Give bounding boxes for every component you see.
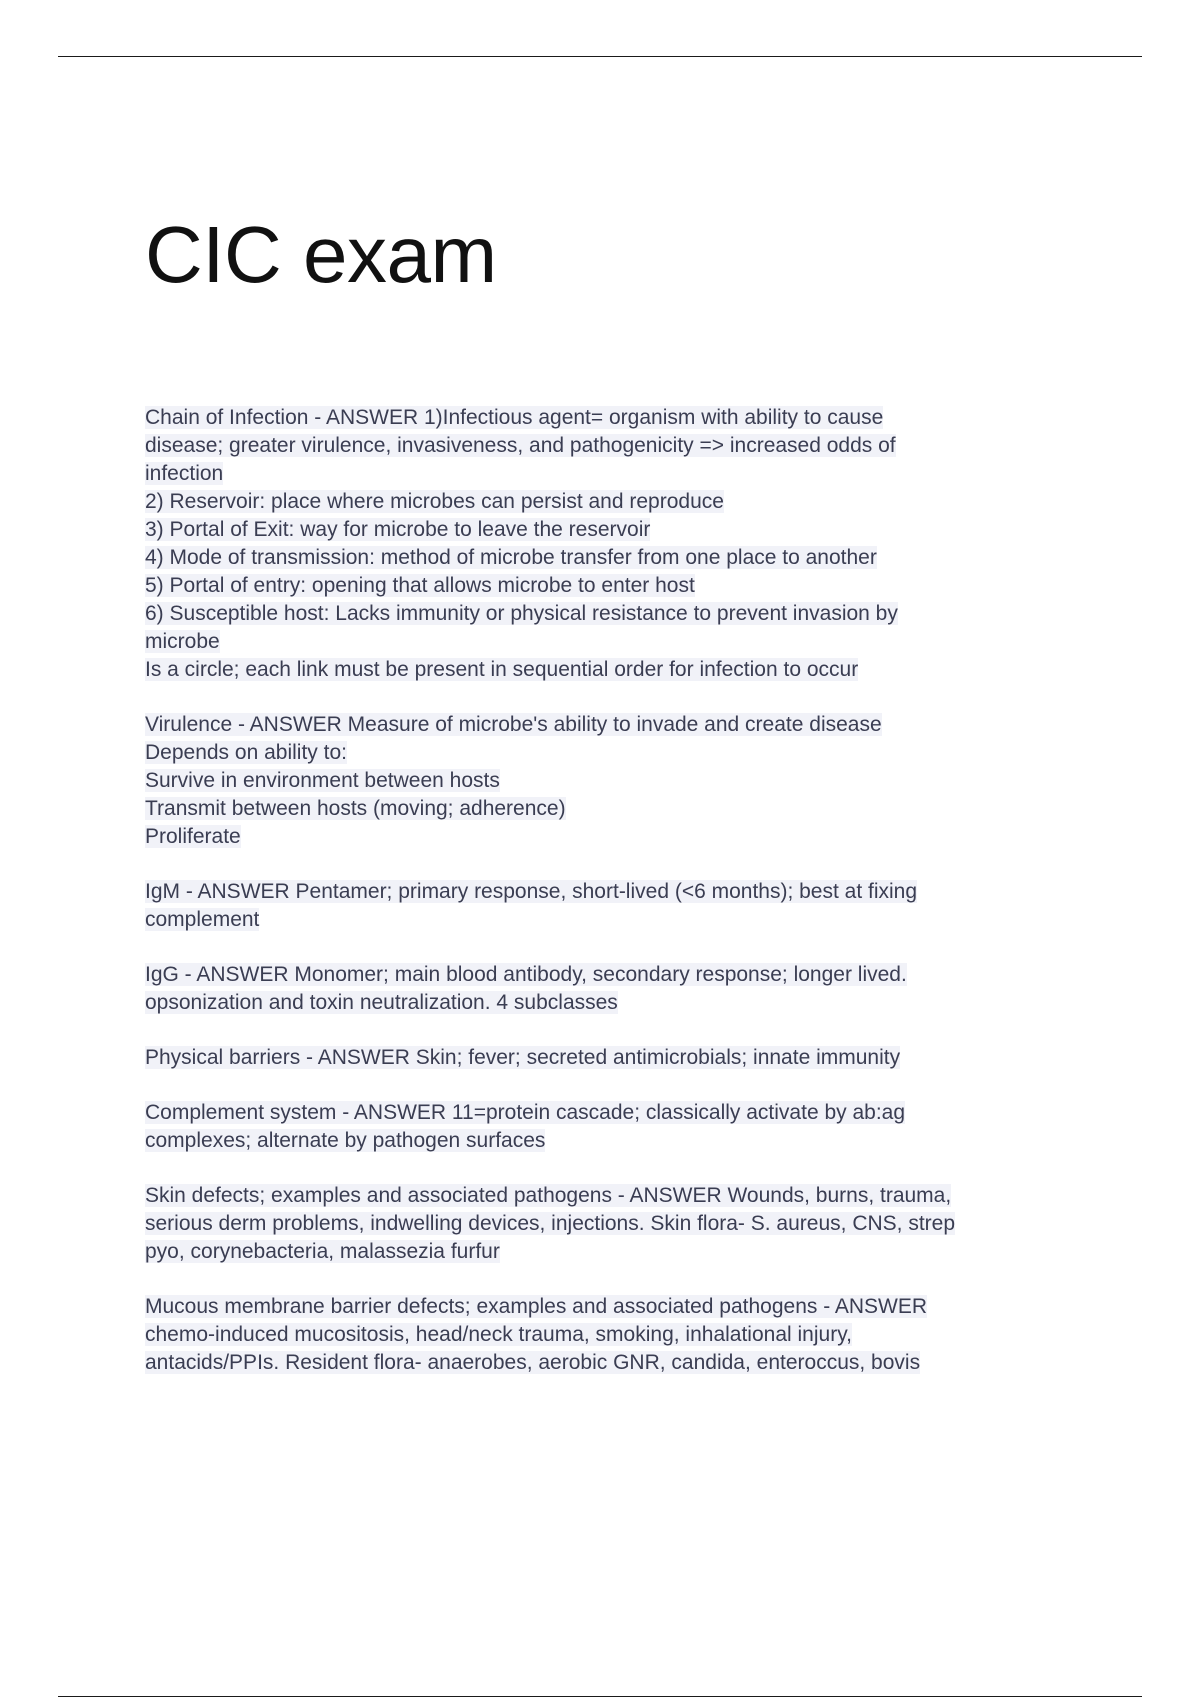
entry-line-text: Survive in environment between hosts <box>145 769 500 792</box>
entry-line <box>145 1044 1095 1072</box>
qa-entry <box>145 878 1095 934</box>
qa-entry <box>145 1182 1095 1266</box>
entry-line <box>145 795 1095 823</box>
entry-line <box>145 628 1095 656</box>
document-body <box>145 404 1095 1404</box>
entry-line <box>145 1321 1095 1349</box>
entry-line-text: disease; greater virulence, invasiveness, and pathogenicity => increased odds of <box>145 434 896 457</box>
entry-line-text: opsonization and toxin neutralization. 4 subclasses <box>145 991 618 1014</box>
entry-line-text: 3) Portal of Exit: way for microbe to leave the reservoir <box>145 518 651 541</box>
entry-line-text: pyo, corynebacteria, malassezia furfur <box>145 1240 500 1263</box>
entry-line <box>145 961 1095 989</box>
entry-line-text: Virulence - ANSWER Measure of microbe's ability to invade and create disease <box>145 713 882 736</box>
entry-line-text: antacids/PPIs. Resident flora- anaerobes, aerobic GNR, candida, enteroccus, bovis <box>145 1351 921 1374</box>
entry-line <box>145 1349 1095 1377</box>
entry-line-text: IgM - ANSWER Pentamer; primary response, short-lived (<6 months); best at fixing <box>145 880 918 903</box>
entry-line-text: Transmit between hosts (moving; adherence) <box>145 797 566 820</box>
entry-line <box>145 1238 1095 1266</box>
entry-line-text: Chain of Infection - ANSWER 1)Infectious agent= organism with ability to cause <box>145 406 884 429</box>
entry-line <box>145 711 1095 739</box>
entry-line <box>145 1293 1095 1321</box>
entry-line <box>145 516 1095 544</box>
entry-line <box>145 432 1095 460</box>
entry-line-text: microbe <box>145 630 220 653</box>
entry-line <box>145 739 1095 767</box>
entry-line <box>145 488 1095 516</box>
entry-line <box>145 572 1095 600</box>
qa-entry <box>145 1044 1095 1072</box>
entry-line-text: Proliferate <box>145 825 241 848</box>
entry-line-text: Is a circle; each link must be present in sequential order for infection to occur <box>145 658 859 681</box>
entry-line <box>145 404 1095 432</box>
entry-line-text: 2) Reservoir: place where microbes can persist and reproduce <box>145 490 724 513</box>
entry-line <box>145 656 1095 684</box>
entry-line-text: infection <box>145 462 224 485</box>
entry-line-text: 6) Susceptible host: Lacks immunity or physical resistance to prevent invasion by <box>145 602 898 625</box>
entry-line <box>145 767 1095 795</box>
entry-line <box>145 1182 1095 1210</box>
entry-line <box>145 600 1095 628</box>
entry-line <box>145 823 1095 851</box>
entry-line <box>145 906 1095 934</box>
entry-line <box>145 1210 1095 1238</box>
entry-line <box>145 1127 1095 1155</box>
entry-line-text: 5) Portal of entry: opening that allows microbe to enter host <box>145 574 695 597</box>
entry-line-text: Depends on ability to: <box>145 741 347 764</box>
entry-line <box>145 460 1095 488</box>
top-divider <box>58 56 1142 57</box>
entry-line-text: IgG - ANSWER Monomer; main blood antibody, secondary response; longer lived. <box>145 963 907 986</box>
entry-line <box>145 989 1095 1017</box>
entry-line <box>145 878 1095 906</box>
entry-line-text: serious derm problems, indwelling devices, injections. Skin flora- S. aureus, CNS, strep <box>145 1212 956 1235</box>
entry-line <box>145 544 1095 572</box>
entry-line-text: Skin defects; examples and associated pathogens - ANSWER Wounds, burns, trauma, <box>145 1184 952 1207</box>
entry-line <box>145 1099 1095 1127</box>
document-title: CIC exam <box>145 210 497 299</box>
bottom-divider <box>58 1696 1142 1697</box>
entry-line-text: Mucous membrane barrier defects; examples and associated pathogens - ANSWER <box>145 1295 928 1318</box>
entry-line-text: chemo-induced mucositosis, head/neck trauma, smoking, inhalational injury, <box>145 1323 852 1346</box>
entry-line-text: 4) Mode of transmission: method of microbe transfer from one place to another <box>145 546 877 569</box>
qa-entry <box>145 1293 1095 1377</box>
entry-line-text: complement <box>145 908 260 931</box>
qa-entry <box>145 404 1095 684</box>
entry-line-text: complexes; alternate by pathogen surfaces <box>145 1129 546 1152</box>
qa-entry <box>145 961 1095 1017</box>
entry-line-text: Physical barriers - ANSWER Skin; fever; secreted antimicrobials; innate immunity <box>145 1046 901 1069</box>
qa-entry <box>145 711 1095 851</box>
entry-line-text: Complement system - ANSWER 11=protein cascade; classically activate by ab:ag <box>145 1101 906 1124</box>
qa-entry <box>145 1099 1095 1155</box>
